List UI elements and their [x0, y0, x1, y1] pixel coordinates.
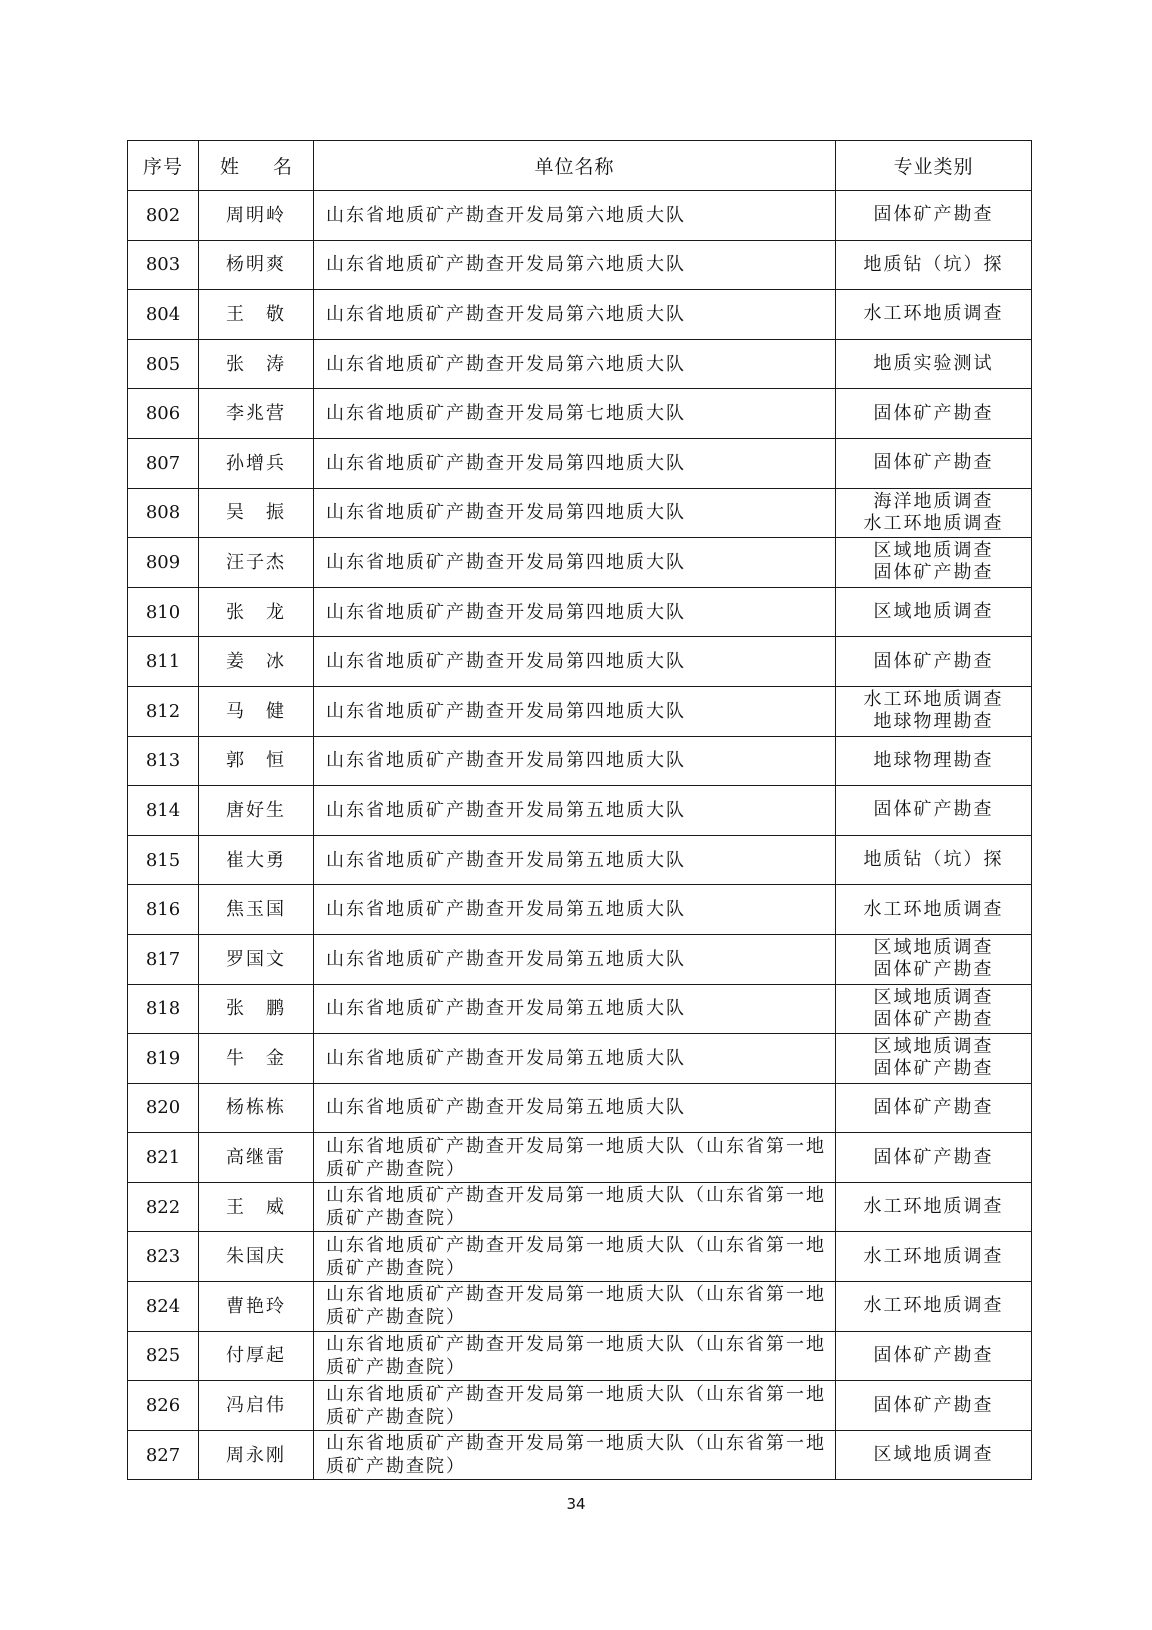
name-cell: 付厚起 [199, 1331, 314, 1381]
table-body [128, 191, 1032, 1480]
serial-number-cell: 812 [128, 686, 199, 736]
specialty-cell [836, 1034, 1032, 1084]
name-cell: 朱国庆 [199, 1232, 314, 1282]
specialty-line: 固体矿产勘查 [873, 452, 994, 474]
unit-name-cell: 山东省地质矿产勘查开发局第一地质大队（山东省第一地质矿产勘查院） [314, 1282, 836, 1332]
unit-name-cell: 山东省地质矿产勘查开发局第一地质大队（山东省第一地质矿产勘查院） [314, 1381, 836, 1431]
serial-number-cell: 815 [128, 835, 199, 885]
specialty-cell [836, 339, 1032, 389]
specialty-line: 固体矿产勘查 [873, 204, 994, 226]
name-cell: 李兆营 [199, 389, 314, 439]
serial-number-cell: 827 [128, 1430, 199, 1480]
table-row [128, 1133, 1032, 1183]
unit-name-cell: 山东省地质矿产勘查开发局第一地质大队（山东省第一地质矿产勘查院） [314, 1133, 836, 1183]
unit-name-cell: 山东省地质矿产勘查开发局第四地质大队 [314, 538, 836, 588]
specialty-line: 区域地质调查 [873, 540, 994, 562]
table-row [128, 1430, 1032, 1480]
specialty-line: 水工环地质调查 [863, 1295, 1004, 1317]
header-unit-name: 单位名称 [314, 141, 836, 191]
name-cell: 马 健 [199, 686, 314, 736]
serial-number-cell: 820 [128, 1083, 199, 1133]
table-row [128, 587, 1032, 637]
specialty-line: 地质钻（坑）探 [863, 253, 1004, 275]
specialty-cell [836, 438, 1032, 488]
serial-number-cell: 802 [128, 191, 199, 241]
unit-name-cell: 山东省地质矿产勘查开发局第四地质大队 [314, 438, 836, 488]
unit-name-cell: 山东省地质矿产勘查开发局第五地质大队 [314, 934, 836, 984]
serial-number-cell: 826 [128, 1381, 199, 1431]
specialty-line: 固体矿产勘查 [873, 1008, 994, 1030]
name-cell: 高继雷 [199, 1133, 314, 1183]
specialty-line: 固体矿产勘查 [873, 562, 994, 584]
serial-number-cell: 818 [128, 984, 199, 1034]
specialty-line: 固体矿产勘查 [873, 650, 994, 672]
specialty-cell [836, 240, 1032, 290]
specialty-cell [836, 538, 1032, 588]
specialty-line: 水工环地质调查 [863, 1196, 1004, 1218]
specialty-line: 地质实验测试 [873, 353, 994, 375]
table-header-row [128, 141, 1032, 191]
table-row [128, 1232, 1032, 1282]
serial-number-cell: 805 [128, 339, 199, 389]
specialty-line: 固体矿产勘查 [873, 1394, 994, 1416]
unit-name-cell: 山东省地质矿产勘查开发局第五地质大队 [314, 1034, 836, 1084]
specialty-line: 水工环地质调查 [863, 512, 1004, 534]
specialty-line: 海洋地质调查 [873, 490, 994, 512]
specialty-line: 地球物理勘查 [873, 711, 994, 733]
name-cell: 王 威 [199, 1182, 314, 1232]
table-row [128, 240, 1032, 290]
specialty-cell [836, 1430, 1032, 1480]
specialty-line: 区域地质调查 [873, 1036, 994, 1058]
serial-number-cell: 803 [128, 240, 199, 290]
specialty-line: 地球物理勘查 [873, 749, 994, 771]
specialty-cell [836, 786, 1032, 836]
table-row [128, 637, 1032, 687]
table-row [128, 1331, 1032, 1381]
serial-number-cell: 814 [128, 786, 199, 836]
unit-name-cell: 山东省地质矿产勘查开发局第一地质大队（山东省第一地质矿产勘查院） [314, 1331, 836, 1381]
specialty-cell [836, 686, 1032, 736]
name-cell: 牛 金 [199, 1034, 314, 1084]
specialty-cell [836, 934, 1032, 984]
specialty-line: 区域地质调查 [873, 601, 994, 623]
name-cell: 曹艳玲 [199, 1282, 314, 1332]
serial-number-cell: 806 [128, 389, 199, 439]
name-cell: 孙增兵 [199, 438, 314, 488]
name-cell: 张 涛 [199, 339, 314, 389]
table-row [128, 488, 1032, 538]
unit-name-cell: 山东省地质矿产勘查开发局第五地质大队 [314, 835, 836, 885]
unit-name-cell: 山东省地质矿产勘查开发局第四地质大队 [314, 587, 836, 637]
header-specialty: 专业类别 [836, 141, 1032, 191]
unit-name-cell: 山东省地质矿产勘查开发局第六地质大队 [314, 290, 836, 340]
unit-name-cell: 山东省地质矿产勘查开发局第四地质大队 [314, 488, 836, 538]
specialty-cell [836, 1381, 1032, 1431]
specialty-cell [836, 885, 1032, 935]
serial-number-cell: 817 [128, 934, 199, 984]
name-cell: 汪子杰 [199, 538, 314, 588]
specialty-cell [836, 290, 1032, 340]
unit-name-cell: 山东省地质矿产勘查开发局第五地质大队 [314, 1083, 836, 1133]
unit-name-cell: 山东省地质矿产勘查开发局第七地质大队 [314, 389, 836, 439]
serial-number-cell: 822 [128, 1182, 199, 1232]
specialty-cell [836, 984, 1032, 1034]
table-row [128, 736, 1032, 786]
name-cell: 张 鹏 [199, 984, 314, 1034]
unit-name-cell: 山东省地质矿产勘查开发局第四地质大队 [314, 686, 836, 736]
specialty-line: 水工环地质调查 [863, 303, 1004, 325]
table-row [128, 438, 1032, 488]
specialty-line: 固体矿产勘查 [873, 799, 994, 821]
unit-name-cell: 山东省地质矿产勘查开发局第一地质大队（山东省第一地质矿产勘查院） [314, 1232, 836, 1282]
unit-name-cell: 山东省地质矿产勘查开发局第一地质大队（山东省第一地质矿产勘查院） [314, 1430, 836, 1480]
personnel-table [127, 140, 1032, 1480]
table-row [128, 339, 1032, 389]
table-row [128, 1282, 1032, 1332]
unit-name-cell: 山东省地质矿产勘查开发局第六地质大队 [314, 339, 836, 389]
specialty-line: 固体矿产勘查 [873, 1096, 994, 1118]
header-serial-number: 序号 [128, 141, 199, 191]
specialty-cell [836, 1232, 1032, 1282]
table-row [128, 686, 1032, 736]
specialty-line: 区域地质调查 [873, 937, 994, 959]
name-cell: 杨明爽 [199, 240, 314, 290]
unit-name-cell: 山东省地质矿产勘查开发局第一地质大队（山东省第一地质矿产勘查院） [314, 1182, 836, 1232]
name-cell: 唐好生 [199, 786, 314, 836]
unit-name-cell: 山东省地质矿产勘查开发局第四地质大队 [314, 637, 836, 687]
table-row [128, 934, 1032, 984]
specialty-cell [836, 488, 1032, 538]
name-cell: 周永刚 [199, 1430, 314, 1480]
header-name: 姓 名 [199, 141, 314, 191]
specialty-cell [836, 637, 1032, 687]
name-cell: 焦玉国 [199, 885, 314, 935]
name-cell: 崔大勇 [199, 835, 314, 885]
name-cell: 王 敬 [199, 290, 314, 340]
name-cell: 郭 恒 [199, 736, 314, 786]
specialty-line: 固体矿产勘查 [873, 1058, 994, 1080]
table-row [128, 835, 1032, 885]
unit-name-cell: 山东省地质矿产勘查开发局第五地质大队 [314, 885, 836, 935]
specialty-cell [836, 587, 1032, 637]
serial-number-cell: 809 [128, 538, 199, 588]
serial-number-cell: 823 [128, 1232, 199, 1282]
specialty-cell [836, 1133, 1032, 1183]
name-cell: 张 龙 [199, 587, 314, 637]
table-row [128, 191, 1032, 241]
unit-name-cell: 山东省地质矿产勘查开发局第五地质大队 [314, 786, 836, 836]
specialty-line: 水工环地质调查 [863, 689, 1004, 711]
specialty-line: 水工环地质调查 [863, 898, 1004, 920]
name-cell: 冯启伟 [199, 1381, 314, 1431]
specialty-line: 固体矿产勘查 [873, 959, 994, 981]
unit-name-cell: 山东省地质矿产勘查开发局第六地质大队 [314, 240, 836, 290]
table-row [128, 538, 1032, 588]
specialty-cell [836, 1182, 1032, 1232]
specialty-line: 区域地质调查 [873, 986, 994, 1008]
specialty-cell [836, 1083, 1032, 1133]
specialty-line: 区域地质调查 [873, 1444, 994, 1466]
serial-number-cell: 810 [128, 587, 199, 637]
specialty-line: 水工环地质调查 [863, 1245, 1004, 1267]
table-row [128, 1381, 1032, 1431]
unit-name-cell: 山东省地质矿产勘查开发局第五地质大队 [314, 984, 836, 1034]
table-row [128, 1034, 1032, 1084]
serial-number-cell: 816 [128, 885, 199, 935]
specialty-cell [836, 1331, 1032, 1381]
serial-number-cell: 825 [128, 1331, 199, 1381]
specialty-cell [836, 835, 1032, 885]
page-number: 34 [566, 1495, 586, 1513]
specialty-line: 固体矿产勘查 [873, 1146, 994, 1168]
unit-name-cell: 山东省地质矿产勘查开发局第四地质大队 [314, 736, 836, 786]
serial-number-cell: 808 [128, 488, 199, 538]
table-row [128, 290, 1032, 340]
table-row [128, 786, 1032, 836]
name-cell: 姜 冰 [199, 637, 314, 687]
serial-number-cell: 821 [128, 1133, 199, 1183]
serial-number-cell: 804 [128, 290, 199, 340]
table-row [128, 1182, 1032, 1232]
name-cell: 吴 振 [199, 488, 314, 538]
specialty-cell [836, 389, 1032, 439]
specialty-line: 地质钻（坑）探 [863, 849, 1004, 871]
specialty-cell [836, 191, 1032, 241]
serial-number-cell: 819 [128, 1034, 199, 1084]
specialty-line: 固体矿产勘查 [873, 1344, 994, 1366]
specialty-line: 固体矿产勘查 [873, 402, 994, 424]
serial-number-cell: 824 [128, 1282, 199, 1332]
specialty-cell [836, 736, 1032, 786]
name-cell: 杨栋栋 [199, 1083, 314, 1133]
name-cell: 周明岭 [199, 191, 314, 241]
specialty-cell [836, 1282, 1032, 1332]
table-row [128, 389, 1032, 439]
serial-number-cell: 813 [128, 736, 199, 786]
serial-number-cell: 807 [128, 438, 199, 488]
table-row [128, 1083, 1032, 1133]
unit-name-cell: 山东省地质矿产勘查开发局第六地质大队 [314, 191, 836, 241]
table-row [128, 984, 1032, 1034]
name-cell: 罗国文 [199, 934, 314, 984]
serial-number-cell: 811 [128, 637, 199, 687]
table-row [128, 885, 1032, 935]
